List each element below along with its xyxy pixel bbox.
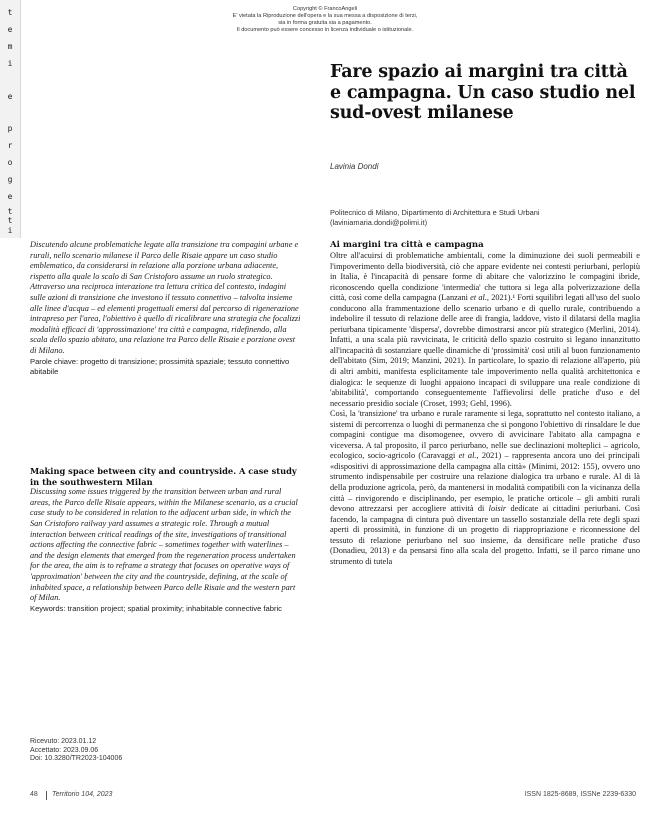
accepted-date: Accettato: 2023.09.06 — [30, 746, 99, 754]
section-tab-letter: g — [7, 175, 13, 184]
abstract-en-title: Making space between city and countryside. A case study in the southwestern Milan — [30, 466, 297, 487]
body-text — [330, 240, 640, 567]
affiliation-text: Politecnico di Milano, Dipartimento di Architettura e Studi Urbani — [330, 208, 540, 217]
section-tab-letter: i — [7, 226, 13, 235]
text-run-italic: et al. — [470, 293, 487, 303]
keywords-en: Keywords: transition project; spatial proximity; inhabitable connective fabric — [30, 603, 282, 613]
copyright-line: Il documento può essere concesso in licenza individuale o istituzionale. — [236, 27, 414, 33]
section-tab-letter: p — [7, 124, 13, 133]
article-author: Lavinia Dondi — [330, 162, 379, 171]
author-email[interactable]: (laviniamaria.dondi@polimi.it) — [330, 218, 428, 227]
author-affiliation — [330, 208, 640, 228]
issn: ISSN 1825-8689, ISSNe 2239-6330 — [524, 791, 636, 798]
section-tab-letter: o — [7, 158, 13, 167]
article-dates — [30, 738, 122, 764]
section-tab-letter: t — [7, 207, 13, 216]
copyright-line: E' vietata la Riproduzione dell'opera e la sua messa a disposizione di terzi, — [232, 13, 418, 19]
section-tab-letter: e — [7, 192, 13, 201]
section-tab-letter: t — [7, 8, 13, 17]
text-run: , 2021).¹ Forti squilibri legati all'uso del suolo conducono alla frammentazione dello scenario urbano e di quello rurale, contribuendo a indebolire il tessuto di relazione delle aree di frangia, laddove, visto il dilatarsi della maglia periurbana tipicamente 'dispersa', dovrebbe dimostrarsi ancor più strategico (Merlini, 2014). Infatti, a una scala più ravvicinata, le criticità dello spazio costruito si legano innanzitutto all'incapacità di sostanziare quelle dinamiche di 'prossimità' così utili al buon funzionamento dell'abitato (Sim, 2019; Manzini, 2021). In particolare, lo spazio di relazione all'aperto, più di altri ambiti, manifesta esplicitamente tale impoverimento nella qualità architettonica e dialogica: le sequenze di luoghi appaiono incapaci di sviluppare una reale condizione di 'abitabilità', comportando conseguentemente l'affievolirsi delle pratiche d'uso e del necessario presidio sociale (Croset, 1993; Gehl, 1996). — [330, 293, 640, 408]
abstract-en-text: Discussing some issues triggered by the transition between urban and rural areas, the Parco delle Risaie appears, within the Milanese scenario, as a crucial case study to be considered in relation to the adjacent urban side, in which the San Cristoforo railway yard assumes a strategic role. Through a mutual interaction between critical readings of the site, investigations of transitional actions affecting the connective fabric – sometimes together with waterlines – and the design elements that emerged from the regeneration process undertaken for the area, the aim is to reframe a strategy that focuses on operative ways of 'approximation' between the city and the countryside, defining, at the scale of inhabited space, a relationship between Parco delle Risaie and the western part of Milan. — [30, 487, 298, 603]
body-paragraph — [330, 251, 640, 409]
copyright-line: Copyright © FrancoAngeli — [292, 6, 358, 12]
page-number: 48 — [30, 791, 38, 798]
body-paragraph — [330, 409, 640, 567]
doi[interactable]: Doi: 10.3280/TR2023-104006 — [30, 755, 123, 763]
section-tab-letter: e — [7, 92, 13, 101]
text-run-italic: loisir — [488, 504, 507, 514]
section-tab-letter: r — [7, 141, 13, 150]
received-date: Ricevuto: 2023.01.12 — [30, 738, 97, 745]
copyright-notice — [200, 6, 450, 34]
article-title: Fare spazio ai margini tra città e campagna. Un caso studio nel sud-ovest milanese — [330, 62, 636, 123]
section-tab-temi-progetti — [0, 0, 21, 238]
section-heading: Ai margini tra città e campagna — [330, 240, 484, 250]
copyright-line: sia in forma gratuita sia a pagamento. — [278, 20, 372, 26]
footer-separator — [46, 791, 47, 800]
text-run: , 2021) – rappresenta ancora uno dei principali «dispositivi di approssimazione della campagna alla città» (Minimi, 2012: 155), ovvero uno strumento indispensabile per costruire una relazione dialogica tra urbano e rurale. Al di là della produzione agricola, però, da mantenersi in modalità compatibili con la vicinanza della città – rinvigorendo e disciplinando, per esempio, le pratiche orticole – gli ambiti rurali devono attrezzarsi per accogliere attività di — [330, 451, 640, 514]
abstract-it-text: Discutendo alcune problematiche legate alla transizione tra compagini urbane e rurali, nello scenario milanese il Parco delle Risaie appare un caso studio emblematico, da considerarsi in relazione alla porzione urbana adiacente, rispetto alla quale lo scalo di San Cristoforo assume un ruolo strategico. Attraverso una reciproca interazione tra lettura critica del contesto, indagini sulle azioni di transizione che investono il tessuto connettivo – talvolta insieme alle linee d'acqua – ed elementi progettuali emersi dal percorso di rigenerazione intrapreso per l'area, l'obiettivo è quello di ricalibrare una strategia che focalizzi modalità efficaci di 'approssimazione' tra città e campagna, ridefinendo, alla scala dello spazio abitato, una relazione tra Parco delle Risaie e porzione ovest di Milano. — [30, 240, 301, 355]
text-run: Così, la 'transizione' tra urbano e rurale raramente si lega, soprattutto nel contesto italiano, a sistemi di percorrenza o luoghi di permanenza che si pongono l'obiettivo di rinsaldare le due compagini contigue ma disomogenee, ovvero di avvicinare l'abitato alla campagna e viceversa. A tal proposito, il parco periurbano, nelle sue declinazioni molteplici – agricolo, ecologico, socio-agricolo (Caravaggi — [330, 409, 640, 461]
keywords-it: Parole chiave: progetto di transizione; prossimità spaziale; tessuto connettivo abitabile — [30, 356, 290, 376]
journal-name: Territorio 104, 2023 — [52, 791, 113, 798]
text-run: Oltre all'acuirsi di problematiche ambientali, come la diminuzione dei suoli permeabili e l'impoverimento della biodiversità, ciò che appare evidente nei contesti periurbani, perlopiù in Italia, è l'incapacità di pensare forme di abitare che valorizzino le compagini ibride, riconoscendo quella condizione 'intermedia' che tuttora si lega alla polverizzazione della città, così come della campagna (Lanzani — [330, 251, 640, 303]
text-run: dedicate ai cittadini periurbani. Così facendo, la campagna di cintura può diventare un tassello sostanziale della rete degli spazi aperti di prossimità, in funzione di un progetto di riappropriazione e riconnessione del tessuto di relazione periurbano nel suo insieme, da densificare nelle pratiche d'uso (Donadieu, 2013) e da pensarsi fino alla scala del progetto. Infatti, se il parco rimane uno strumento di tutela — [330, 504, 640, 566]
section-tab-letter: i — [7, 59, 13, 68]
section-tab-letter: t — [7, 216, 13, 225]
section-tab-letter: e — [7, 25, 13, 34]
abstract-english — [30, 466, 302, 614]
text-run-italic: et al. — [458, 451, 477, 461]
section-tab-letter: m — [7, 42, 13, 51]
abstract-italian — [30, 240, 302, 377]
